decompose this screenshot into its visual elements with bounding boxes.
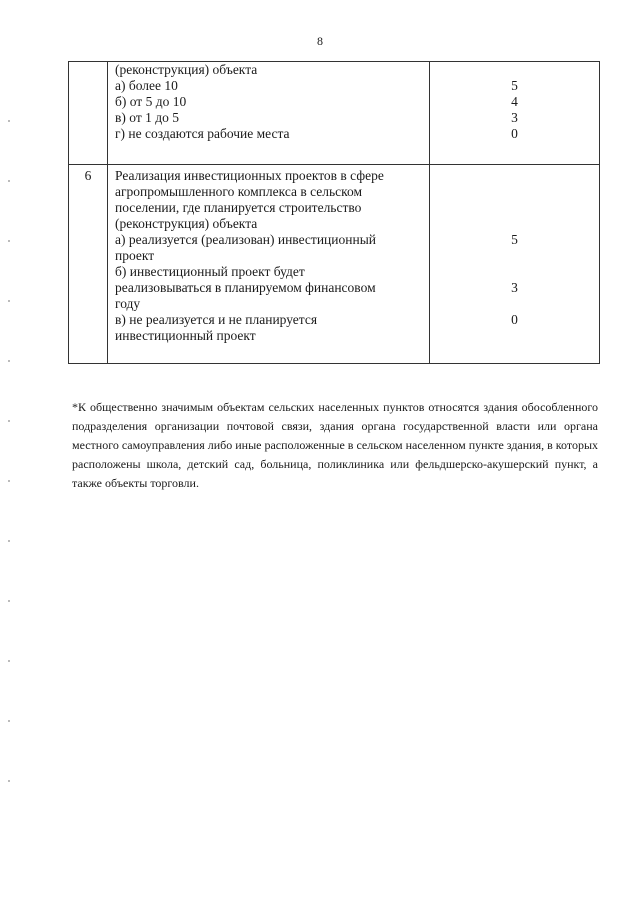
- footnote: *К общественно значимым объектам сельских населенных пунктов относятся здания обособленного подразделения организации почтовой связи, здания органа государственной власти или органа местного самоуправления либо иные расположенные в сельском населенном пункте здания, в которых расположены школа, детский сад, больница, поликлиника или фельдшерско-акушерский пункт, а также объекты торговли.: [72, 400, 598, 490]
- criterion-option: а) более 10: [115, 78, 178, 93]
- criterion-line: агропромышленного комплекса в сельском: [115, 184, 363, 199]
- score-value: [430, 328, 599, 344]
- score-value: 5: [511, 232, 518, 247]
- criterion-cell: [108, 165, 430, 364]
- table-row: [69, 165, 600, 364]
- criterion-option: б) инвестиционный проект будет: [115, 264, 305, 279]
- score-value: 4: [511, 94, 518, 109]
- score-value: [430, 184, 599, 200]
- score-value: [430, 248, 599, 264]
- criterion-option: проект: [115, 248, 155, 263]
- score-cell: [430, 62, 600, 165]
- page-number: 8: [317, 34, 323, 48]
- score-value: [430, 296, 599, 312]
- score-value: [430, 168, 599, 184]
- score-value: [430, 200, 599, 216]
- score-value: 3: [511, 110, 518, 125]
- score-value: [430, 264, 599, 280]
- criteria-table: [68, 61, 600, 364]
- criterion-option: в) от 1 до 5: [115, 110, 179, 125]
- criterion-option: г) не создаются рабочие места: [115, 126, 290, 141]
- criterion-option: а) реализуется (реализован) инвестиционный: [115, 232, 376, 247]
- score-value: 5: [511, 78, 518, 93]
- score-value: 0: [511, 312, 518, 327]
- row-number: 6: [69, 165, 108, 364]
- score-value: [430, 216, 599, 232]
- score-value: 0: [511, 126, 518, 141]
- criterion-option: в) не реализуется и не планируется: [115, 312, 318, 327]
- criterion-option: инвестиционный проект: [115, 328, 256, 343]
- table-row: [69, 62, 600, 165]
- criterion-line: (реконструкция) объекта: [115, 216, 258, 231]
- criterion-line: Реализация инвестиционных проектов в сфере: [115, 168, 384, 183]
- score-cell: [430, 165, 600, 364]
- criterion-option: году: [115, 296, 141, 311]
- criterion-option: реализовываться в планируемом финансовом: [115, 280, 376, 295]
- criterion-line: (реконструкция) объекта: [115, 62, 258, 77]
- scan-margin-marks: [8, 120, 10, 820]
- row-number: [69, 62, 108, 165]
- criterion-line: поселении, где планируется строительство: [115, 200, 362, 215]
- score-value: [430, 62, 599, 78]
- score-value: 3: [511, 280, 518, 295]
- criterion-cell: [108, 62, 430, 165]
- criterion-option: б) от 5 до 10: [115, 94, 187, 109]
